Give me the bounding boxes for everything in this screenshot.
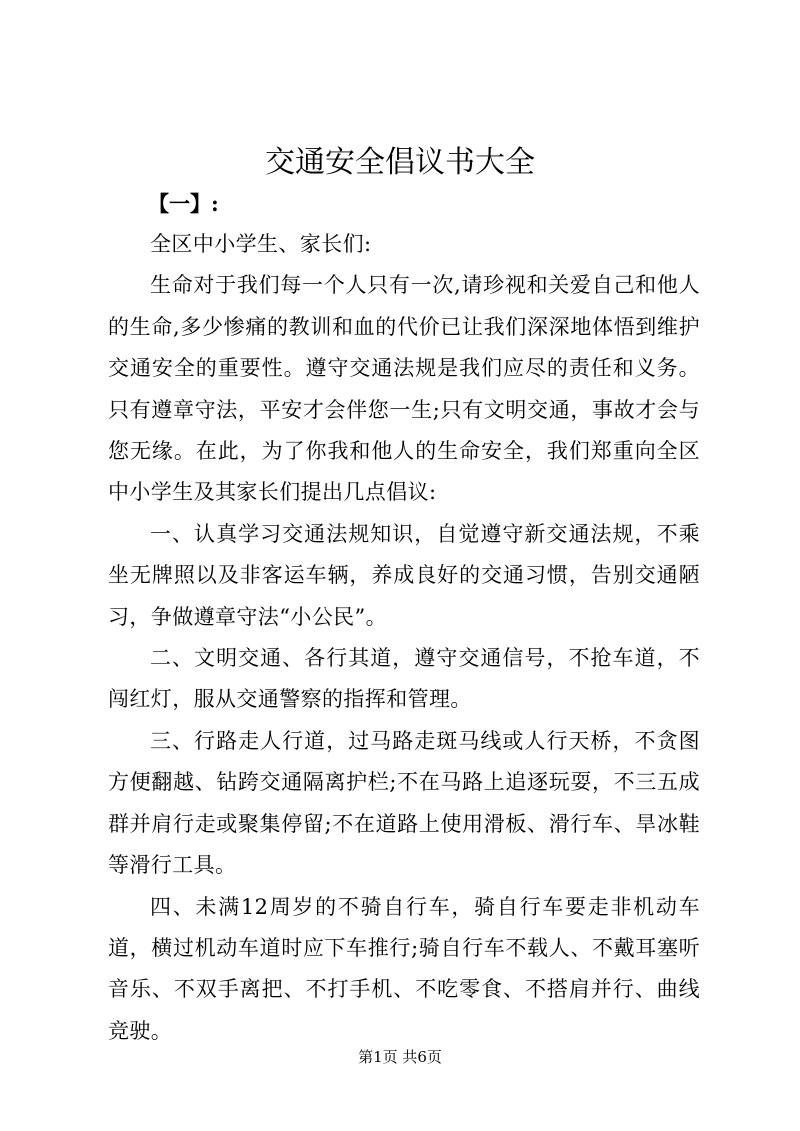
document-title: 交通安全倡议书大全 [265,145,535,180]
section-marker: 【一】: [148,191,219,216]
proposal-paragraph-3: 三、行路走人行道，过马路走斑马线或人行天桥，不贪图方便翻越、钻跨交通隔离护栏;不在马路上追逐玩耍，不三五成群并肩行走或聚集停留;不在道路上使用滑板、滑行车、旱冰鞋等滑行工具。 [108,728,700,878]
proposal-paragraph-4: 四、未满12周岁的不骑自行车，骑自行车要走非机动车道，横过机动车道时应下车推行;骑自行车不载人、不戴耳塞听音乐、不双手离把、不打手机、不吃零食、不搭肩并行、曲线竞驶。 [108,894,700,1043]
proposal-paragraph-2: 二、文明交通、各行其道，遵守交通信号，不抢车道，不闯红灯，服从交通警察的指挥和管理。 [108,646,700,712]
salutation-paragraph: 全区中小学生、家长们: [150,232,372,256]
proposal-paragraph-1: 一、认真学习交通法规知识，自觉遵守新交通法规，不乘坐无牌照以及非客运车辆，养成良好的交通习惯，告别交通陋习，争做遵章守法“小公民”。 [108,521,700,629]
intro-paragraph: 生命对于我们每一个人只有一次,请珍视和关爱自己和他人的生命,多少惨痛的教训和血的代价已让我们深深地体悟到维护交通安全的重要性。遵守交通法规是我们应尽的责任和义务。只有遵章守法，平安才会伴您一生;只有文明交通，事故才会与您无缘。在此，为了你我和他人的生命安全，我们郑重向全区中小学生及其家长们提出几点倡议: [108,273,700,505]
document-body [108,224,700,1052]
page-footer: 第1页 共6页 [358,1048,442,1066]
